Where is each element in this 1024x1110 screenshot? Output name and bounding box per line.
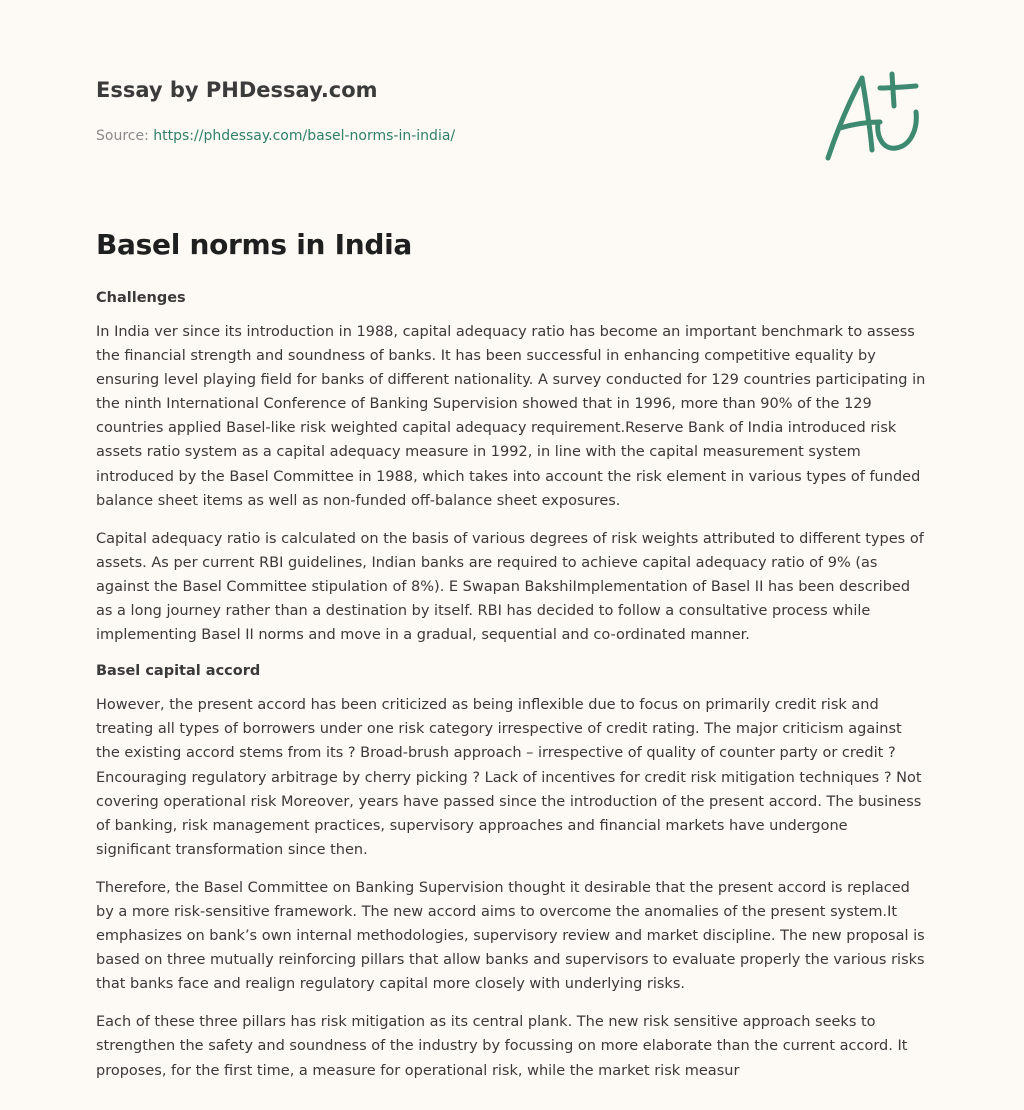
essay-title: Basel norms in India <box>96 228 412 261</box>
source-link[interactable]: https://phdessay.com/basel-norms-in-india/ <box>153 128 456 144</box>
source-label: Source: <box>96 128 149 144</box>
site-title: Essay by PHDessay.com <box>96 78 378 102</box>
section-heading: Challenges <box>96 290 186 306</box>
essay-body <box>96 288 926 1083</box>
paragraph: Therefore, the Basel Committee on Banking Supervision thought it desirable that the present accord is replaced by a more risk-sensitive framework. The new accord aims to overcome the anomalies of the present system.It emphasizes on bank’s own internal methodologies, supervisory review and market discipline. The new proposal is based on three mutually reinforcing pillars that allow banks and supervisors to evaluate properly the various risks that banks face and realign regulatory capital more closely with underlying risks. <box>96 879 925 993</box>
paragraph: Each of these three pillars has risk mitigation as its central plank. The new risk sensitive approach seeks to strengthen the safety and soundness of the industry by focussing on more elaborate than the current accord. It proposes, for the first time, a measure for operational risk, while the market risk measur <box>96 1014 908 1079</box>
a-plus-logo-icon <box>820 66 930 166</box>
page-header <box>96 76 796 146</box>
paragraph: However, the present accord has been criticized as being inflexible due to focus on primarily credit risk and treating all types of borrowers under one risk category irrespective of credit rating. The major criticism against the existing accord stems from its ? Broad-brush approach – irrespective of quality of counter party or credit ? Encouraging regulatory arbitrage by cherry picking ? Lack of incentives for credit risk mitigation techniques ? Not covering operational risk Moreover, years have passed since the introduction of the present accord. The business of banking, risk management practices, supervisory approaches and financial markets have undergone significant transformation since then. <box>96 697 922 858</box>
essay-content <box>96 226 926 1097</box>
paragraph: Capital adequacy ratio is calculated on the basis of various degrees of risk weights attributed to different types of assets. As per current RBI guidelines, Indian banks are required to achieve capital adequacy ratio of 9% (as against the Basel Committee stipulation of 8%). E Swapan BakshiImplementation of Basel II has been described as a long journey rather than a destination by itself. RBI has decided to follow a consultative process while implementing Basel II norms and move in a gradual, sequential and co-ordinated manner. <box>96 530 924 644</box>
source-line <box>96 126 796 146</box>
section-heading: Basel capital accord <box>96 663 261 680</box>
paragraph: In India ver since its introduction in 1988, capital adequacy ratio has become an important benchmark to assess the financial strength and soundness of banks. It has been successful in enhancing competitive equality by ensuring level playing field for banks of different nationality. A survey conducted for 129 countries participating in the ninth International Conference of Banking Supervision showed that in 1996, more than 90% of the 129 countries applied Basel-like risk weighted capital adequacy requirement.Reserve Bank of India introduced risk assets ratio system as a capital adequacy measure in 1992, in line with the capital measurement system introduced by the Basel Committee in 1988, which takes into account the risk element in various types of funded balance sheet items as well as non-funded off-balance sheet exposures. <box>96 324 926 509</box>
